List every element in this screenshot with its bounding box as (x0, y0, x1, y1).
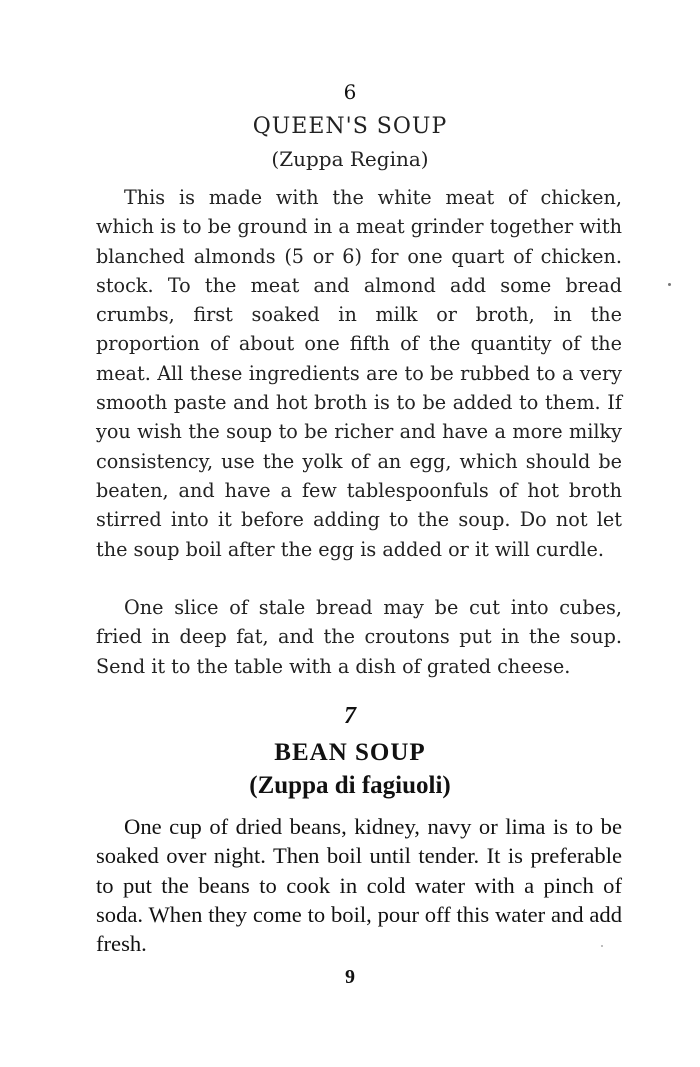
recipe-number: 6 (343, 80, 357, 104)
recipe-title: BEAN SOUP (274, 739, 426, 766)
page-number: 9 (345, 966, 355, 988)
recipe-paragraph: One slice of stale bread may be cut into cubes, fried in deep fat, and the croutons put in the soup. Send it to the table with a dish of grated cheese. (96, 596, 622, 678)
recipe-paragraph: This is made with the white meat of chicken, which is to be ground in a meat grinder together with blanched almonds (5 or 6) for one quart of chicken. stock. To the meat and almond add some bread crumbs, first soaked in milk or broth, in the proportion of about one fifth of the quantity of the meat. All these ingredients are to be rubbed to a very smooth paste and hot broth is to be added to them. If you wish the soup to be richer and have a more milky consistency, use the yolk of an egg, which should be beaten, and have a few tablespoonfuls of hot broth stirred into it before adding to the soup. Do not let the soup boil after the egg is added or it will curdle. (96, 186, 622, 561)
recipe-title: QUEEN'S SOUP (252, 114, 448, 139)
recipe-subtitle: (Zuppa di fagiuoli) (249, 772, 451, 799)
recipe-number: 7 (344, 703, 356, 729)
recipe-subtitle: (Zuppa Regina) (271, 147, 429, 171)
recipe-paragraph: One cup of dried beans, kidney, navy or lima is to be soaked over night. Then boil until tender. It is preferable to put the beans to cook in cold water with a pinch of soda. When they come to boil, pour off this water and add fresh. (96, 814, 622, 957)
scan-speck (601, 945, 603, 947)
scan-speck (668, 283, 671, 286)
